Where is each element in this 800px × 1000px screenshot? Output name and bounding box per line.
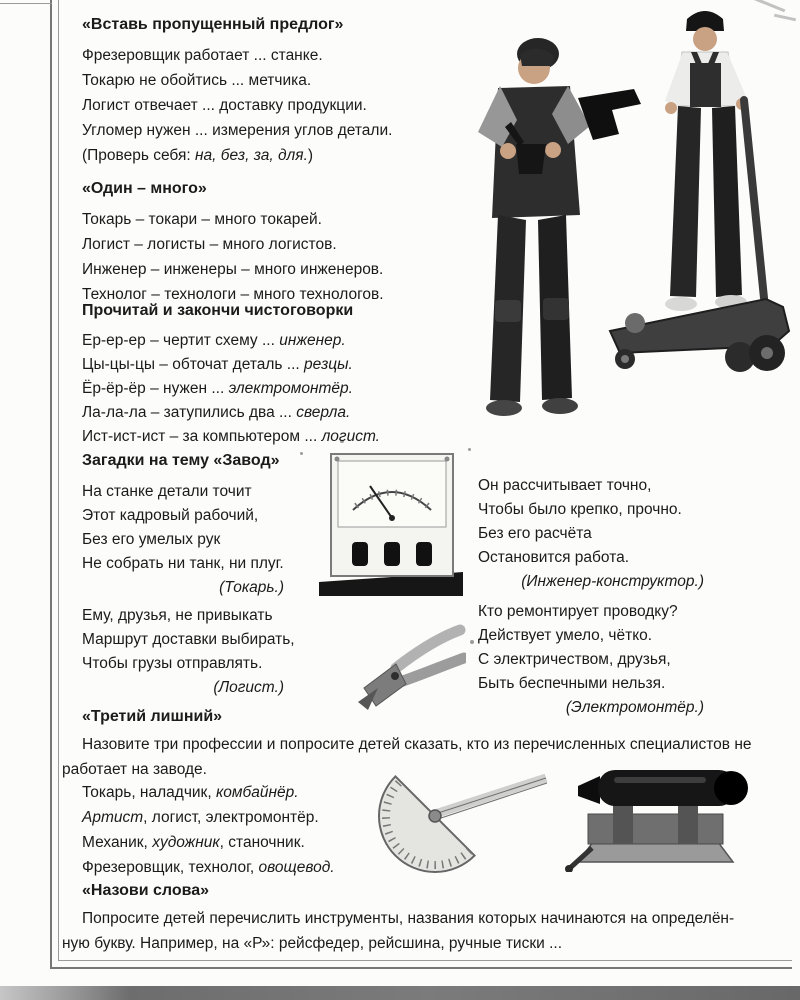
intro-line: работает на заводе. xyxy=(62,761,207,778)
section-third-odd-one-items xyxy=(82,780,335,880)
section-one-many xyxy=(82,180,384,307)
exercise-line: Логист – логисты – много логистов. xyxy=(82,236,337,253)
voltmeter-illustration xyxy=(315,446,467,598)
self-check-line: (Проверь себя: на, без, за, для.) xyxy=(82,147,314,164)
riddle-answer: (Инженер-конструктор.) xyxy=(521,573,704,590)
scan-speck xyxy=(300,452,303,455)
section-heading: «Назови слова» xyxy=(82,882,210,899)
scan-speck xyxy=(468,448,471,451)
section-chistogovorki xyxy=(82,302,380,449)
profession-set-line: Артист, логист, электромонтёр. xyxy=(82,809,319,826)
page-frame-left-outer xyxy=(50,0,52,969)
riddle-line: Не собрать ни танк, ни плуг. xyxy=(82,555,284,572)
section-third-odd-one xyxy=(82,708,222,735)
wire-cutters-illustration xyxy=(338,618,466,716)
riddle-answer: (Логист.) xyxy=(213,679,284,696)
exercise-line: Ер-ер-ер – чертит схему ... инженер. xyxy=(82,332,346,349)
exercise-line: Токарь – токари – много токарей. xyxy=(82,211,322,228)
section-heading: «Третий лишний» xyxy=(82,708,223,725)
worker-with-oil-can-illustration xyxy=(478,38,590,416)
intro-line: Назовите три профессии и попросите детей сказать, кто из перечисленных специалистов не xyxy=(82,736,752,753)
profession-set-line: Механик, художник, станочник. xyxy=(82,834,305,851)
exercise-line: Технолог – технологи – много технологов. xyxy=(82,286,384,303)
riddle-line: Без его умелых рук xyxy=(82,531,221,548)
page-frame-top-left-mark xyxy=(0,3,52,4)
bench-vise-illustration xyxy=(558,754,753,872)
page-frame-left-inner xyxy=(58,0,59,961)
worker-with-floor-jack-illustration xyxy=(665,11,764,311)
scan-speck xyxy=(470,640,474,644)
section-heading: «Один – много» xyxy=(82,180,207,197)
riddle-answer: (Электромонтёр.) xyxy=(565,699,704,716)
floor-jack-illustration xyxy=(610,299,789,372)
paragraph-line: Попросите детей перечислить инструменты, названия которых начинаются на определён- xyxy=(82,910,735,927)
exercise-line: Цы-цы-цы – обточат деталь ... резцы. xyxy=(82,356,353,373)
riddle-line: Без его расчёта xyxy=(478,525,592,542)
riddle-line: Он рассчитывает точно, xyxy=(478,477,652,494)
exercise-line: Логист отвечает ... доставку продукции. xyxy=(82,97,367,114)
black-angle-tool-illustration xyxy=(578,89,641,140)
riddle-line: Чтобы грузы отправлять. xyxy=(82,655,263,672)
exercise-line: Инженер – инженеры – много инженеров. xyxy=(82,261,384,278)
section-heading: Прочитай и закончи чистоговорки xyxy=(82,302,354,319)
riddle-line: На станке детали точит xyxy=(82,483,252,500)
paragraph-line: ную букву. Например, на «Р»: рейсфедер, рейсшина, ручные тиски ... xyxy=(62,935,563,952)
section-name-the-words-text xyxy=(62,906,735,956)
exercise-line: Ла-ла-ла – затупились два ... сверла. xyxy=(82,404,351,421)
section-riddles-heading xyxy=(82,452,280,479)
profession-set-line: Токарь, наладчик, комбайнёр. xyxy=(82,784,299,801)
riddle-turner xyxy=(82,480,284,600)
exercise-line: Ист-ист-ист – за компьютером ... логист. xyxy=(82,428,380,445)
section-heading: Загадки на тему «Завод» xyxy=(82,452,280,469)
riddle-line: Ему, друзья, не привыкать xyxy=(82,607,273,624)
protractor-angle-gauge-illustration xyxy=(350,748,550,880)
riddle-answer: (Токарь.) xyxy=(219,579,284,596)
page-frame-bottom-outer xyxy=(50,967,792,969)
workers-illustration xyxy=(420,0,800,448)
exercise-line: Токарю не обойтись ... метчика. xyxy=(82,72,312,89)
exercise-line: Угломер нужен ... измерения углов детали. xyxy=(82,122,393,139)
section-heading: «Вставь пропущенный предлог» xyxy=(82,16,344,33)
exercise-line: Ёр-ёр-ёр – нужен ... электромонтёр. xyxy=(82,380,353,397)
section-insert-preposition xyxy=(82,16,392,168)
page-frame-bottom-inner xyxy=(58,960,792,961)
riddle-line: Этот кадровый рабочий, xyxy=(82,507,259,524)
section-name-the-words xyxy=(82,882,209,909)
profession-set-line: Фрезеровщик, технолог, овощевод. xyxy=(82,859,335,876)
riddle-line: Остановится работа. xyxy=(478,549,630,566)
riddle-line: С электричеством, друзья, xyxy=(478,651,671,668)
riddle-line: Действует умело, чётко. xyxy=(478,627,653,644)
riddle-line: Кто ремонтирует проводку? xyxy=(478,603,678,620)
riddle-electrician xyxy=(478,600,704,720)
scanner-edge-band xyxy=(0,986,800,1000)
riddle-line: Маршрут доставки выбирать, xyxy=(82,631,295,648)
riddle-logist xyxy=(82,604,295,700)
riddle-engineer xyxy=(478,474,704,594)
riddle-line: Чтобы было крепко, прочно. xyxy=(478,501,682,518)
exercise-line: Фрезеровщик работает ... станке. xyxy=(82,47,323,64)
riddle-line: Быть беспечными нельзя. xyxy=(478,675,666,692)
